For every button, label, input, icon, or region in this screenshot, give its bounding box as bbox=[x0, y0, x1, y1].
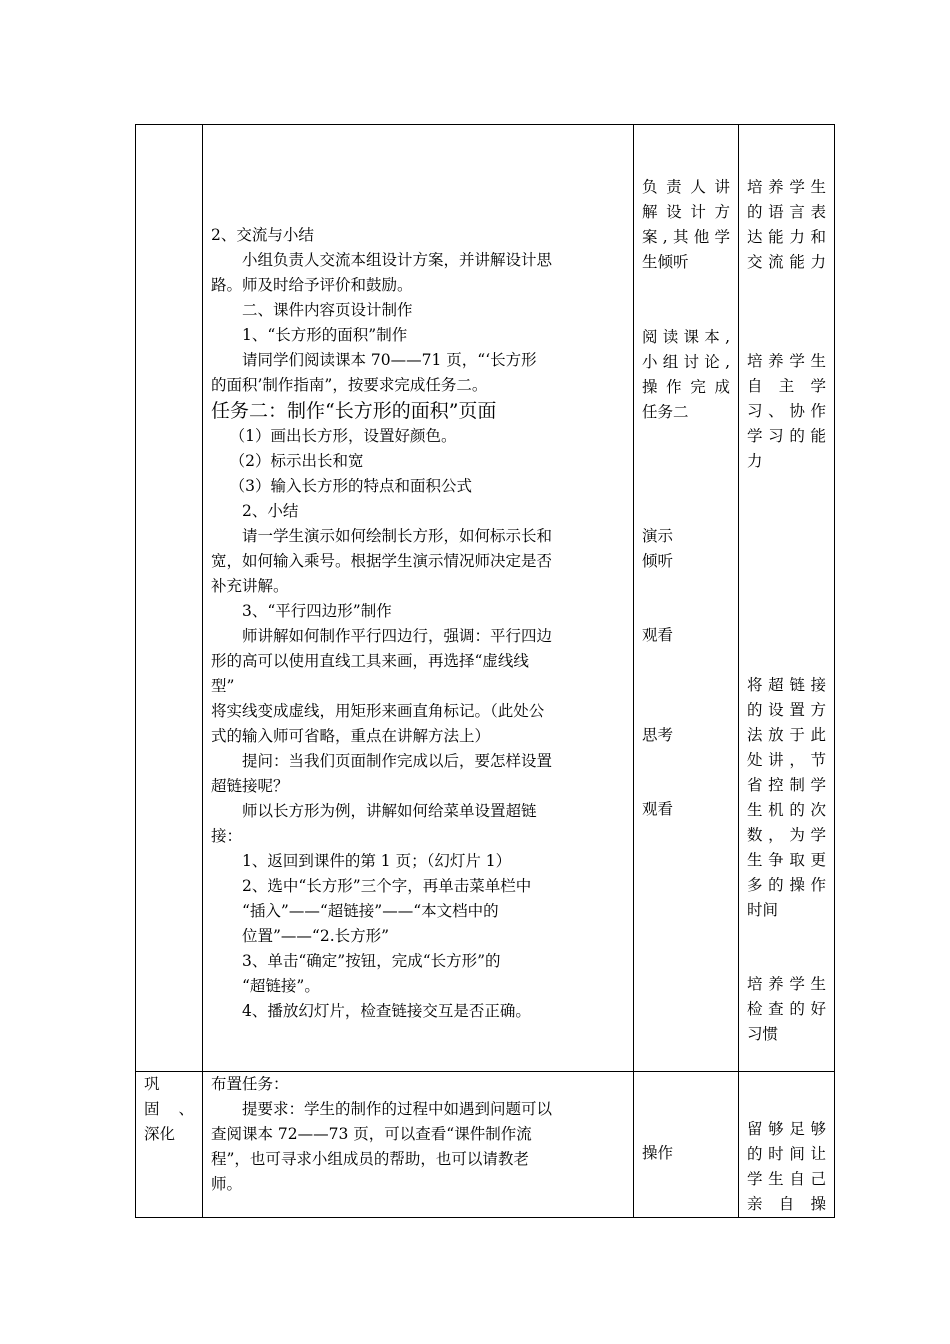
student-activity-cell bbox=[634, 125, 739, 1072]
student-line: 负责人讲 bbox=[642, 178, 730, 196]
process-line: 师以长方形为例，讲解如何给菜单设置超链 bbox=[242, 802, 537, 820]
student-line: 观看 bbox=[642, 800, 674, 818]
student-line: 阅读课本, bbox=[642, 328, 730, 346]
intent-line: 省控制学 bbox=[747, 776, 826, 794]
process-line: 布置任务： bbox=[211, 1075, 289, 1093]
teaching-process-cell bbox=[203, 125, 634, 1072]
intent-line: 培养学生 bbox=[747, 352, 826, 370]
intent-line: 亲自操 bbox=[747, 1195, 826, 1213]
student-line: 解设计方 bbox=[642, 203, 730, 221]
process-line: 小组负责人交流本组设计方案，并讲解设计思 bbox=[242, 251, 553, 269]
process-line: 二、课件内容页设计制作 bbox=[242, 301, 413, 319]
student-activity-cell bbox=[634, 1072, 739, 1218]
intent-line: 的设置方 bbox=[747, 701, 826, 719]
process-line: 4、播放幻灯片，检查链接交互是否正确。 bbox=[242, 1002, 531, 1020]
process-line: 补充讲解。 bbox=[211, 577, 289, 595]
intent-line: 将超链接 bbox=[747, 676, 826, 694]
process-line: 程”，也可寻求小组成员的帮助，也可以请教老 bbox=[211, 1150, 529, 1168]
process-line: 请同学们阅读课本 70——71 页，“‘长方形 bbox=[242, 351, 537, 369]
intent-line: 的语言表 bbox=[747, 203, 826, 221]
intent-line: 留够足够 bbox=[747, 1120, 826, 1138]
intent-line: 多的操作 bbox=[747, 876, 826, 894]
process-line: 接： bbox=[211, 827, 243, 845]
process-line: 路。师及时给予评价和鼓励。 bbox=[211, 276, 413, 294]
process-line: “插入”——“超链接”——“本文档中的 bbox=[242, 902, 499, 920]
process-line: （1）画出长方形，设置好颜色。 bbox=[229, 427, 457, 445]
process-line: 形的高可以使用直线工具来画，再选择“虚线线 bbox=[211, 652, 529, 670]
student-line: 演示 bbox=[642, 527, 674, 545]
intent-line: 交流能力 bbox=[747, 253, 826, 271]
process-line: 位置”——“2.长方形” bbox=[242, 927, 390, 945]
design-intent-cell bbox=[739, 125, 835, 1072]
student-line: 操作 bbox=[642, 1144, 674, 1162]
student-line: 小组讨论, bbox=[642, 353, 730, 371]
intent-line: 学生自己 bbox=[747, 1170, 826, 1188]
lesson-plan-table bbox=[135, 124, 835, 1218]
process-line: 2、交流与小结 bbox=[211, 226, 314, 244]
stage-cell bbox=[136, 125, 203, 1072]
intent-line: 时间 bbox=[747, 901, 779, 919]
process-line: 请一学生演示如何绘制长方形，如何标示长和 bbox=[242, 527, 553, 545]
student-line: 倾听 bbox=[642, 552, 674, 570]
intent-line: 的时间让 bbox=[747, 1145, 826, 1163]
intent-line: 生争取更 bbox=[747, 851, 826, 869]
intent-line: 培养学生 bbox=[747, 178, 826, 196]
process-line: 型” bbox=[211, 677, 235, 695]
teaching-process-cell bbox=[203, 1072, 634, 1218]
intent-line: 处讲，节 bbox=[747, 751, 826, 769]
process-line: 3、“平行四边形”制作 bbox=[242, 602, 392, 620]
intent-line: 生机的次 bbox=[747, 801, 826, 819]
process-line: （3）输入长方形的特点和面积公式 bbox=[229, 477, 472, 495]
table-row bbox=[136, 1072, 835, 1218]
process-line: 师讲解如何制作平行四边行，强调：平行四边 bbox=[242, 627, 553, 645]
process-line: （2）标示出长和宽 bbox=[229, 452, 364, 470]
process-line: 将实线变成虚线，用矩形来画直角标记。（此处公 bbox=[211, 702, 545, 720]
process-line: 1、“长方形的面积”制作 bbox=[242, 326, 408, 344]
process-line: 3、单击“确定”按钮，完成“长方形”的 bbox=[242, 952, 501, 970]
task-heading: 任务二：制作“长方形的面积”页面 bbox=[211, 400, 497, 422]
intent-line: 数，为学 bbox=[747, 826, 826, 844]
stage-label: 固、 bbox=[144, 1100, 194, 1118]
table-row bbox=[136, 125, 835, 1072]
stage-cell bbox=[136, 1072, 203, 1218]
student-line: 任务二 bbox=[642, 403, 689, 421]
student-line: 思考 bbox=[642, 726, 674, 744]
student-line: 操作完成 bbox=[642, 378, 730, 396]
process-line: 1、返回到课件的第 1 页；（幻灯片 1） bbox=[242, 852, 512, 870]
process-line: 查阅课本 72——73 页，可以查看“课件制作流 bbox=[211, 1125, 532, 1143]
process-line: 提问：当我们页面制作完成以后，要怎样设置 bbox=[242, 752, 553, 770]
intent-line: 培养学生 bbox=[747, 975, 826, 993]
process-line: 师。 bbox=[211, 1175, 243, 1193]
process-line: “超链接”。 bbox=[242, 977, 320, 995]
process-line: 式的输入师可省略，重点在讲解方法上） bbox=[211, 727, 491, 745]
intent-line: 法放于此 bbox=[747, 726, 826, 744]
design-intent-cell bbox=[739, 1072, 835, 1218]
process-line: 2、选中“长方形”三个字，再单击菜单栏中 bbox=[242, 877, 532, 895]
intent-line: 力 bbox=[747, 452, 763, 470]
intent-line: 检查的好 bbox=[747, 1000, 826, 1018]
process-line: 2、小结 bbox=[242, 502, 299, 520]
intent-line: 学习的能 bbox=[747, 427, 826, 445]
stage-label: 深化 bbox=[144, 1125, 176, 1143]
intent-line: 自主学 bbox=[747, 377, 826, 395]
student-line: 案,其他学 bbox=[642, 228, 730, 246]
student-line: 生倾听 bbox=[642, 253, 689, 271]
process-line: 的面积’制作指南”，按要求完成任务二。 bbox=[211, 376, 488, 394]
intent-line: 达能力和 bbox=[747, 228, 826, 246]
process-line: 提要求：学生的制作的过程中如遇到问题可以 bbox=[242, 1100, 553, 1118]
process-line: 超链接呢？ bbox=[211, 777, 289, 795]
stage-label: 巩 bbox=[144, 1075, 160, 1093]
intent-line: 习、协作 bbox=[747, 402, 826, 420]
process-line: 宽，如何输入乘号。根据学生演示情况师决定是否 bbox=[211, 552, 553, 570]
intent-line: 习惯 bbox=[747, 1025, 779, 1043]
student-line: 观看 bbox=[642, 626, 674, 644]
